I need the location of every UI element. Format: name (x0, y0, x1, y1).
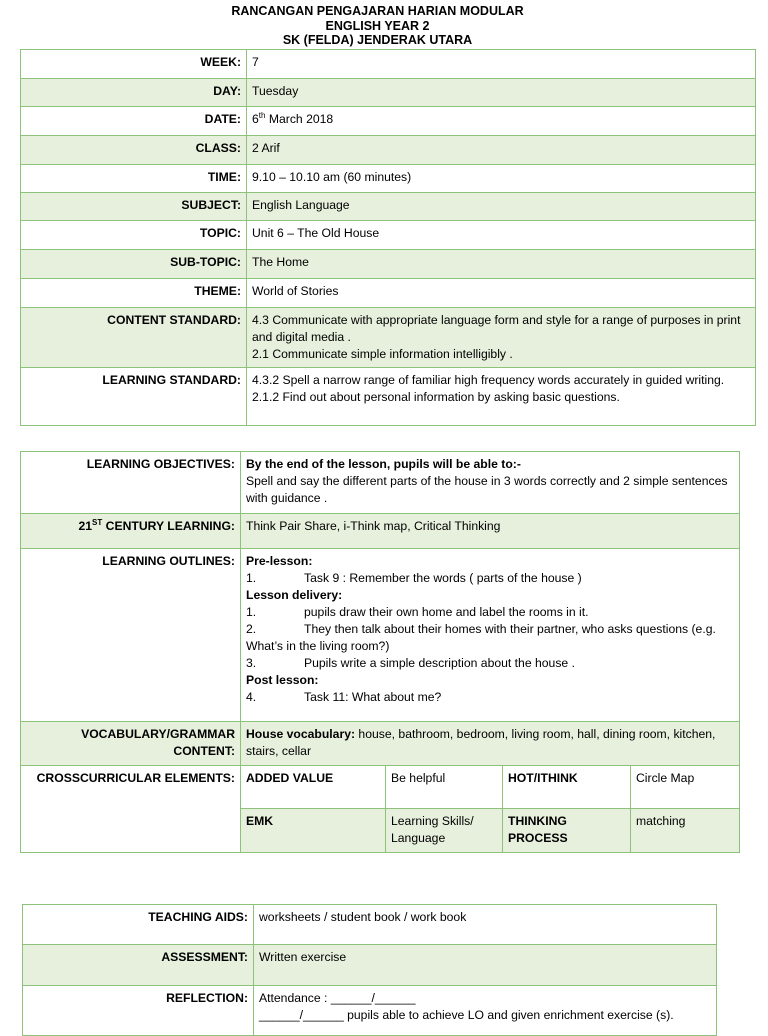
reflection-achievement: ______/______ pupils able to achieve LO and given enrichment exercise (s). (259, 1008, 674, 1022)
lesson-info-table (20, 49, 756, 426)
row-class (21, 136, 756, 165)
date-value (247, 107, 756, 136)
theme-label: THEME: (21, 279, 247, 308)
learning-standard-value (247, 368, 756, 426)
row-content-standard (21, 308, 756, 368)
added-value-value: Be helpful (386, 766, 503, 809)
theme-value: World of Stories (247, 279, 756, 308)
content-standard-1: 4.3 Communicate with appropriate language form and style for a range of purposes in print and digital media . (252, 313, 741, 344)
pre-lesson-item-1 (246, 570, 734, 587)
row-subject (21, 193, 756, 221)
assessment-table (22, 904, 717, 1036)
row-century-learning (21, 514, 740, 549)
subject-label: SUBJECT: (21, 193, 247, 221)
row-assessment (23, 945, 717, 986)
row-reflection (23, 986, 717, 1036)
document-header (0, 4, 755, 48)
century-label-text: CENTURY LEARNING: (102, 519, 235, 533)
header-title: RANCANGAN PENGAJARAN HARIAN MODULAR (231, 4, 524, 18)
hot-ithink-value: Circle Map (631, 766, 740, 809)
reflection-value (254, 986, 717, 1036)
pre-lesson-item-1-text: Task 9 : Remember the words ( parts of the house ) (304, 571, 582, 585)
time-value: 9.10 – 10.10 am (60 minutes) (247, 165, 756, 193)
assessment-value: Written exercise (254, 945, 717, 986)
class-value: 2 Arif (247, 136, 756, 165)
outlines-value (241, 549, 740, 722)
post-lesson-heading: Post lesson: (246, 673, 319, 687)
delivery-item-3-text: Pupils write a simple description about the house . (304, 656, 575, 670)
delivery-item-2-text: They then talk about their homes with their partner, who asks questions (e.g. What’s in the living room?) (246, 622, 716, 653)
date-day: 6 (252, 112, 259, 126)
pre-lesson-heading: Pre-lesson: (246, 554, 313, 568)
row-theme (21, 279, 756, 308)
vocabulary-text: house, bathroom, bedroom, living room, hall, dining room, kitchen, stairs, cellar (246, 727, 716, 758)
subtopic-label: SUB-TOPIC: (21, 250, 247, 279)
lesson-plan-table (20, 451, 740, 853)
delivery-item-1-text: pupils draw their own home and label the rooms in it. (304, 605, 589, 619)
subtopic-value: The Home (247, 250, 756, 279)
objectives-value (241, 452, 740, 514)
delivery-item-3 (246, 655, 734, 672)
teaching-aids-value: worksheets / student book / work book (254, 905, 717, 945)
objectives-label: LEARNING OBJECTIVES: (21, 452, 241, 514)
vocabulary-value (241, 722, 740, 766)
teaching-aids-label: TEACHING AIDS: (23, 905, 254, 945)
subject-value: English Language (247, 193, 756, 221)
date-month-year: March 2018 (265, 112, 334, 126)
row-learning-standard (21, 368, 756, 426)
century-value: Think Pair Share, i-Think map, Critical Thinking (241, 514, 740, 549)
vocabulary-label-line-2: CONTENT: (173, 744, 235, 758)
added-value-label: ADDED VALUE (241, 766, 386, 809)
learning-standard-label: LEARNING STANDARD: (21, 368, 247, 426)
emk-label: EMK (241, 809, 386, 853)
row-week (21, 50, 756, 79)
hot-ithink-label: HOT/ITHINK (503, 766, 631, 809)
thinking-process-label: THINKING PROCESS (503, 809, 631, 853)
post-lesson-item-1-text: Task 11: What about me? (304, 690, 442, 704)
week-value: 7 (247, 50, 756, 79)
objectives-text: Spell and say the different parts of the house in 3 words correctly and 2 simple sentences with guidance . (246, 474, 728, 505)
century-label-number: 21 (78, 519, 93, 533)
topic-label: TOPIC: (21, 221, 247, 250)
class-label: CLASS: (21, 136, 247, 165)
crosscurricular-label: CROSSCURRICULAR ELEMENTS: (21, 766, 241, 853)
delivery-item-2-number: 2. (246, 622, 257, 636)
delivery-item-3-number: 3. (246, 656, 257, 670)
row-vocabulary (21, 722, 740, 766)
reflection-attendance: Attendance : ______/______ (259, 991, 416, 1005)
date-label: DATE: (21, 107, 247, 136)
vocabulary-label (21, 722, 241, 766)
day-value: Tuesday (247, 79, 756, 107)
topic-value: Unit 6 – The Old House (247, 221, 756, 250)
row-topic (21, 221, 756, 250)
delivery-item-1-number: 1. (246, 605, 257, 619)
learning-standard-1: 4.3.2 Spell a narrow range of familiar high frequency words accurately in guided writing. (252, 373, 725, 387)
day-label: DAY: (21, 79, 247, 107)
row-time (21, 165, 756, 193)
row-objectives (21, 452, 740, 514)
learning-standard-2: 2.1.2 Find out about personal information by asking basic questions. (252, 390, 620, 404)
content-standard-value (247, 308, 756, 368)
vocabulary-heading: House vocabulary: (246, 727, 356, 741)
row-date (21, 107, 756, 136)
objectives-intro: By the end of the lesson, pupils will be able to:- (246, 457, 521, 471)
delivery-item-2 (246, 621, 734, 655)
pre-lesson-item-1-number: 1. (246, 571, 257, 585)
row-teaching-aids (23, 905, 717, 945)
time-label: TIME: (21, 165, 247, 193)
reflection-label: REFLECTION: (23, 986, 254, 1036)
century-label (21, 514, 241, 549)
row-subtopic (21, 250, 756, 279)
assessment-label: ASSESSMENT: (23, 945, 254, 986)
lesson-delivery-heading: Lesson delivery: (246, 588, 343, 602)
post-lesson-item-1 (246, 689, 734, 706)
thinking-process-value: matching (631, 809, 740, 853)
post-lesson-item-1-number: 4. (246, 690, 257, 704)
vocabulary-label-line-1: VOCABULARY/GRAMMAR (81, 727, 235, 741)
delivery-item-1 (246, 604, 734, 621)
row-day (21, 79, 756, 107)
row-crosscurricular (21, 766, 740, 809)
header-school: SK (FELDA) JENDERAK UTARA (282, 33, 473, 47)
week-label: WEEK: (21, 50, 247, 79)
header-subject: ENGLISH YEAR 2 (325, 18, 430, 33)
date-suffix: th (258, 110, 266, 120)
content-standard-2: 2.1 Communicate simple information intelligibly . (252, 347, 513, 361)
century-label-suffix: ST (92, 517, 103, 527)
row-outlines (21, 549, 740, 722)
content-standard-label: CONTENT STANDARD: (21, 308, 247, 368)
outlines-label: LEARNING OUTLINES: (21, 549, 241, 722)
emk-value: Learning Skills/ Language (386, 809, 503, 853)
